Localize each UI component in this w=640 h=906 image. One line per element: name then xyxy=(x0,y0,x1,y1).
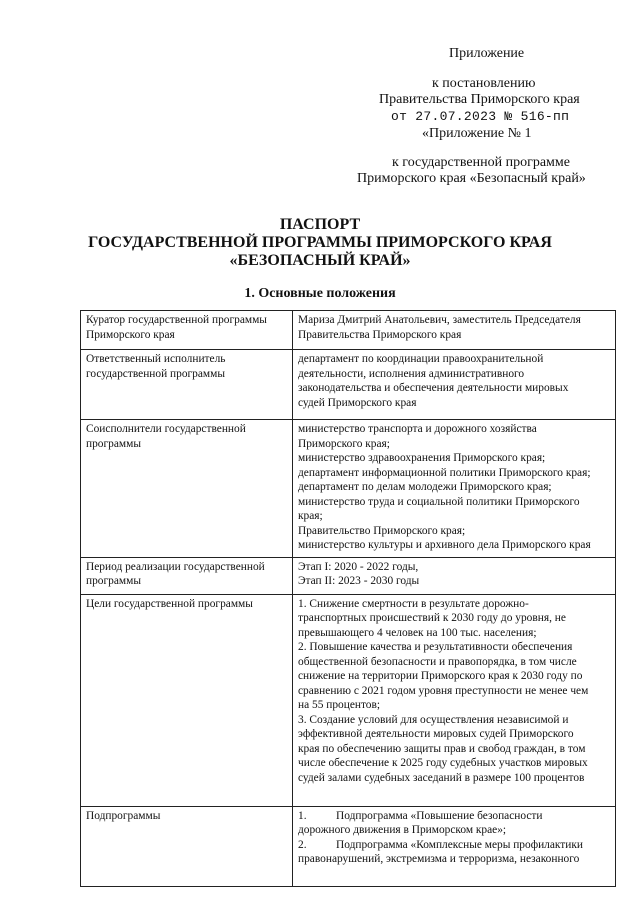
row-value-line: края; xyxy=(298,510,323,522)
row-value-line: 3. Создание условий для осуществления независимой и xyxy=(298,713,569,726)
passport-table xyxy=(80,310,616,887)
row-key xyxy=(81,350,293,420)
row-value-line: законодательства и обеспечения деятельности мировых xyxy=(298,382,569,394)
row-value-line: министерство здравоохранения Приморского края; xyxy=(298,452,546,464)
subprogram-text: Подпрограмма «Повышение безопасности xyxy=(336,809,543,822)
row-value-line: превышающего 4 человек на 100 тыс. населения; xyxy=(298,626,537,639)
row-value-line: департамент по делам молодежи Приморского края; xyxy=(298,481,552,493)
row-value-line: Правительство Приморского края; xyxy=(298,524,466,537)
row-value xyxy=(293,594,616,806)
header-line-appendix-1: «Приложение № 1 xyxy=(422,126,532,141)
subprogram-number: 2. xyxy=(298,838,307,851)
row-key-line: Период реализации государственной xyxy=(86,560,265,573)
row-key-line: Куратор государственной программы xyxy=(86,314,267,326)
row-key xyxy=(81,311,293,350)
table-row-subprograms xyxy=(81,806,616,886)
header-line-date-number: от 27.07.2023 № 516-пп xyxy=(391,109,570,124)
page-title-name: «БЕЗОПАСНЫЙ КРАЙ» xyxy=(229,252,411,269)
table-row-curator xyxy=(81,311,616,350)
row-value-line: Приморского края; xyxy=(298,437,390,450)
header-line-government: Правительства Приморского края xyxy=(379,92,580,107)
row-value-line: Правительства Приморского края xyxy=(298,328,462,341)
row-value-line: числе обеспечение к 2025 году судебных участков мировых xyxy=(298,757,588,769)
subprogram-item xyxy=(298,809,610,824)
section-title: 1. Основные положения xyxy=(244,286,396,301)
row-value-line: эффективной деятельности мировых судей Приморского xyxy=(298,728,574,740)
row-key xyxy=(81,594,293,806)
table-row-goals xyxy=(81,594,616,806)
row-value-line: Этап I: 2020 - 2022 годы, xyxy=(298,560,419,573)
row-key-line: Подпрограммы xyxy=(86,809,161,822)
header-line-to-program: к государственной программе xyxy=(392,155,570,170)
row-value-line: департамент по координации правоохранительной xyxy=(298,353,544,365)
row-key xyxy=(81,557,293,594)
header-line-appendix: Приложение xyxy=(449,46,525,61)
row-value-line: деятельности, исполнения административного xyxy=(298,367,525,380)
row-value xyxy=(293,806,616,886)
subprogram-text: правонарушений, экстремизма и терроризма, незаконного xyxy=(298,853,580,865)
table-row-period xyxy=(81,557,616,594)
row-value-line: Этап II: 2023 - 2030 годы xyxy=(298,575,420,587)
row-value xyxy=(293,557,616,594)
row-value xyxy=(293,350,616,420)
page-title-passport: ПАСПОРТ xyxy=(279,216,361,233)
row-value-line: края по обеспечению защиты прав и свобод граждан, в том xyxy=(298,742,586,755)
row-value-line: министерство труда и социальной политики Приморского xyxy=(298,495,580,508)
row-key-line: Соисполнители государственной xyxy=(86,423,246,435)
header-line-program-name: Приморского края «Безопасный край» xyxy=(357,171,586,186)
row-value-line: снижение на территории Приморского края к 2030 году по xyxy=(298,670,583,682)
row-value-line: общественной безопасности и правопорядка, в том числе xyxy=(298,655,577,668)
row-key-line: Ответственный исполнитель xyxy=(86,353,226,365)
row-key-line: программы xyxy=(86,437,141,450)
subprogram-text: Подпрограмма «Комплексные меры профилактики xyxy=(336,838,583,851)
row-key-line: государственной программы xyxy=(86,367,226,380)
page-title-program: ГОСУДАРСТВЕННОЙ ПРОГРАММЫ ПРИМОРСКОГО КРАЯ xyxy=(88,234,552,251)
row-value-line: судей залами судебных заседаний в размере 100 процентов xyxy=(298,771,585,784)
row-value-line: на 55 процентов; xyxy=(298,699,381,711)
row-value-line: 2. Повышение качества и результативности обеспечения xyxy=(298,641,573,653)
row-value-line: министерство культуры и архивного дела Приморского края xyxy=(298,539,591,551)
subprogram-text: дорожного движения в Приморском крае»; xyxy=(298,824,507,836)
subprogram-number: 1. xyxy=(298,809,307,822)
table-row-coexecutors xyxy=(81,420,616,558)
row-value-line: судей Приморского края xyxy=(298,396,417,409)
table-row-responsible xyxy=(81,350,616,420)
row-key-line: программы xyxy=(86,575,141,587)
row-value-line: департамент информационной политики Приморского края; xyxy=(298,466,591,479)
row-value-line: Мариза Дмитрий Анатольевич, заместитель Председателя xyxy=(298,314,581,326)
row-value-line: 1. Снижение смертности в результате дорожно- xyxy=(298,597,529,610)
row-key-line: Цели государственной программы xyxy=(86,597,253,610)
row-key-line: Приморского края xyxy=(86,328,175,341)
row-value xyxy=(293,420,616,558)
row-key xyxy=(81,420,293,558)
row-value-line: министерство транспорта и дорожного хозяйства xyxy=(298,423,537,435)
subprogram-item xyxy=(298,838,610,853)
row-key xyxy=(81,806,293,886)
row-value-line: сравнению с 2021 годом уровня преступности не менее чем xyxy=(298,684,589,697)
row-value-line: транспортных происшествий к 2030 году до уровня, не xyxy=(298,612,566,624)
row-value xyxy=(293,311,616,350)
header-line-to-resolution: к постановлению xyxy=(432,76,536,91)
